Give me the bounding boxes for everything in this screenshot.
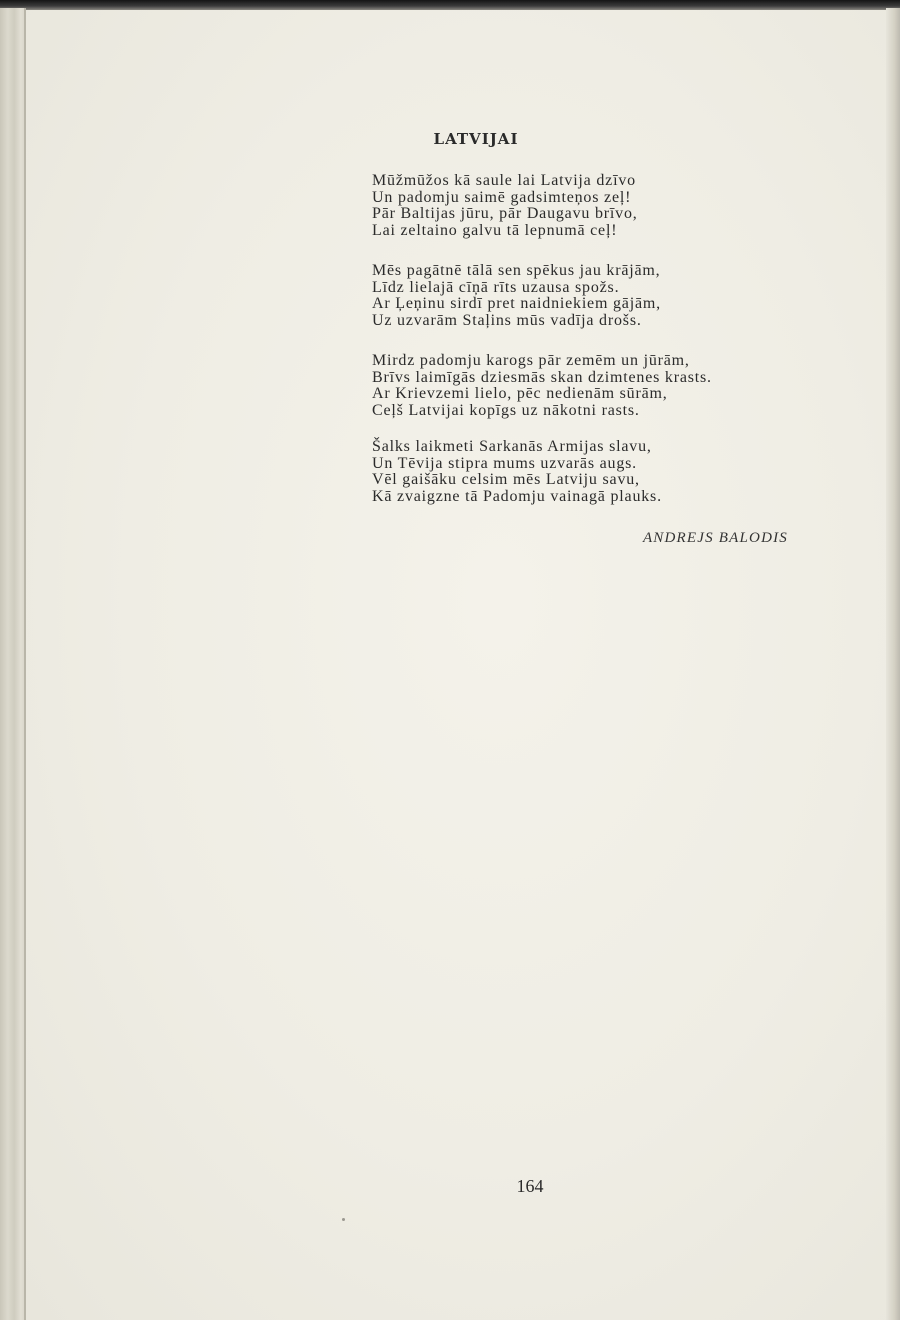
- poem-line: Mēs pagātnē tālā sen spēkus jau krājām,: [372, 262, 661, 279]
- poem-line: Ar Ļeņinu sirdī pret naidniekiem gājām,: [372, 295, 661, 313]
- poem-line: Vēl gaišāku celsim mēs Latviju savu,: [372, 471, 640, 489]
- stanza: [372, 353, 712, 419]
- paper-speck: [342, 1218, 345, 1221]
- stanza: [372, 173, 638, 239]
- poem-line: Līdz lielajā cīņā rīts uzausa spožs.: [372, 278, 620, 296]
- poem-line: Un Tēvija stipra mums uzvarās augs.: [372, 454, 637, 472]
- poem-line: Kā zvaigzne tā Padomju vainagā plauks.: [372, 487, 662, 505]
- scan-top-edge: [0, 0, 900, 10]
- poem-line: Lai zeltaino galvu tā lepnumā ceļ!: [372, 221, 618, 239]
- stanza: [372, 263, 661, 329]
- poem-line: Šalks laikmeti Sarkanās Armijas slavu,: [372, 438, 652, 455]
- poem-title: LATVIJAI: [433, 130, 519, 148]
- poem-line: Mirdz padomju karogs pār zemēm un jūrām,: [372, 352, 690, 369]
- page-stack-left-edge: [0, 8, 26, 1320]
- stanza: [372, 439, 662, 505]
- poem-line: Uz uzvarām Staļins mūs vadīja drošs.: [372, 311, 642, 329]
- poem-line: Un padomju saimē gadsimteņos zeļ!: [372, 188, 632, 206]
- book-page: [26, 10, 886, 1320]
- page-right-edge: [886, 8, 900, 1320]
- poem-line: Ceļš Latvijai kopīgs uz nākotni rasts.: [372, 401, 640, 419]
- poem-line: Brīvs laimīgās dziesmās skan dzimtenes krasts.: [372, 368, 712, 386]
- poem-line: Ar Krievzemi lielo, pēc nedienām sūrām,: [372, 385, 668, 403]
- poem-line: Mūžmūžos kā saule lai Latvija dzīvo: [372, 172, 636, 189]
- poem-line: Pār Baltijas jūru, pār Daugavu brīvo,: [372, 205, 638, 223]
- poem-author: ANDREJS BALODIS: [642, 530, 788, 546]
- page-number: 164: [516, 1176, 544, 1196]
